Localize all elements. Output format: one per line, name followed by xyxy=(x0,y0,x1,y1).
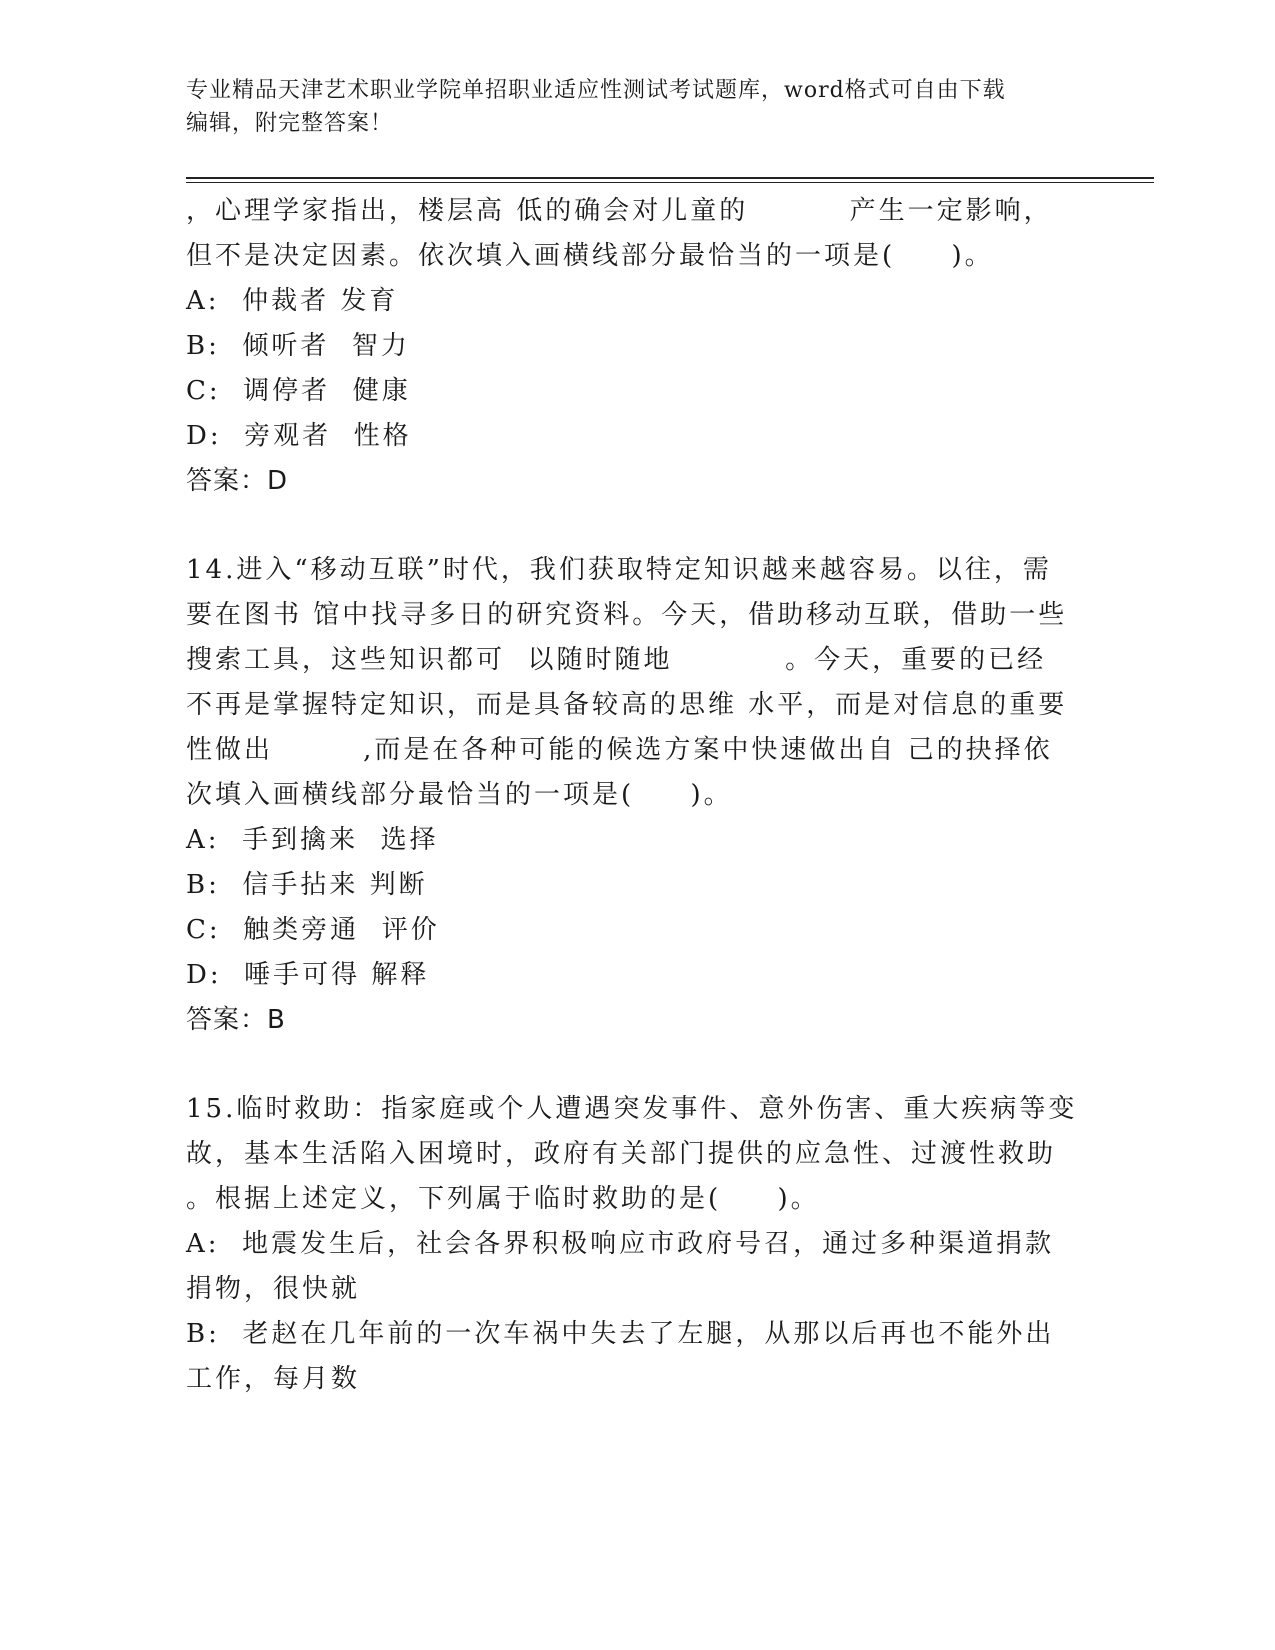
option-b: B: 倾听者 智力 xyxy=(186,331,410,361)
question-stem-line: 14.进入“移动互联”时代，我们获取特定知识越来越容易。以往，需 xyxy=(186,555,1052,585)
question-stem-line: 性做出 ,而是在各种可能的候选方案中快速做出自 己的抉择依 xyxy=(186,735,1053,765)
answer-line: 答案：D xyxy=(186,466,289,496)
question-stem-line: 次填入画横线部分最恰当的一项是( )。 xyxy=(186,780,733,810)
option-d: D: 旁观者 性格 xyxy=(186,421,412,451)
answer-line: 答案：B xyxy=(186,1005,286,1035)
question-stem-line: 要在图书 馆中找寻多日的研究资料。今天，借助移动互联，借助一些 xyxy=(186,600,1068,630)
document-header xyxy=(186,74,1086,140)
question-stem-line: 。根据上述定义，下列属于临时救助的是( )。 xyxy=(186,1184,820,1214)
option-d: D: 唾手可得 解释 xyxy=(186,960,430,990)
question-stem-line: ，心理学家指出，楼层高 低的确会对儿童的 产生一定影响， xyxy=(186,196,1053,226)
question-stem-line: 不再是掌握特定知识，而是具备较高的思维 水平，而是对信息的重要 xyxy=(186,690,1068,720)
question-14 xyxy=(186,548,1086,1043)
header-line-1: 专业精品天津艺术职业学院单招职业适应性测试考试题库，word格式可自由下载 xyxy=(186,78,1006,103)
option-c: C: 调停者 健康 xyxy=(186,376,411,406)
question-stem-line: 但不是决定因素。依次填入画横线部分最恰当的一项是( )。 xyxy=(186,241,994,271)
option-a: A: 手到擒来 选择 xyxy=(186,825,439,855)
option-a: A: 地震发生后，社会各界积极响应市政府号召，通过多种渠道捐款 xyxy=(186,1229,1055,1259)
question-13 xyxy=(186,189,1086,504)
option-b-continued: 工作，每月数 xyxy=(186,1364,361,1394)
header-divider-thick xyxy=(186,177,1154,179)
header-line-2: 编辑，附完整答案！ xyxy=(186,111,394,136)
option-b: B: 老赵在几年前的一次车祸中失去了左腿，从那以后再也不能外出 xyxy=(186,1319,1055,1349)
question-15 xyxy=(186,1087,1086,1402)
question-stem-line: 15.临时救助：指家庭或个人遭遇突发事件、意外伤害、重大疾病等变 xyxy=(186,1094,1078,1124)
option-a: A: 仲裁者 发育 xyxy=(186,286,399,316)
option-a-continued: 捐物，很快就 xyxy=(186,1274,361,1304)
option-b: B: 信手拈来 判断 xyxy=(186,870,428,900)
question-content xyxy=(186,189,1086,1402)
header-divider-thin xyxy=(186,182,1154,183)
option-c: C: 触类旁通 评价 xyxy=(186,915,440,945)
question-stem-line: 故，基本生活陷入困境时，政府有关部门提供的应急性、过渡性救助 xyxy=(186,1139,1057,1169)
question-stem-line: 搜索工具，这些知识都可 以随时随地 。今天，重要的已经 xyxy=(186,645,1047,675)
